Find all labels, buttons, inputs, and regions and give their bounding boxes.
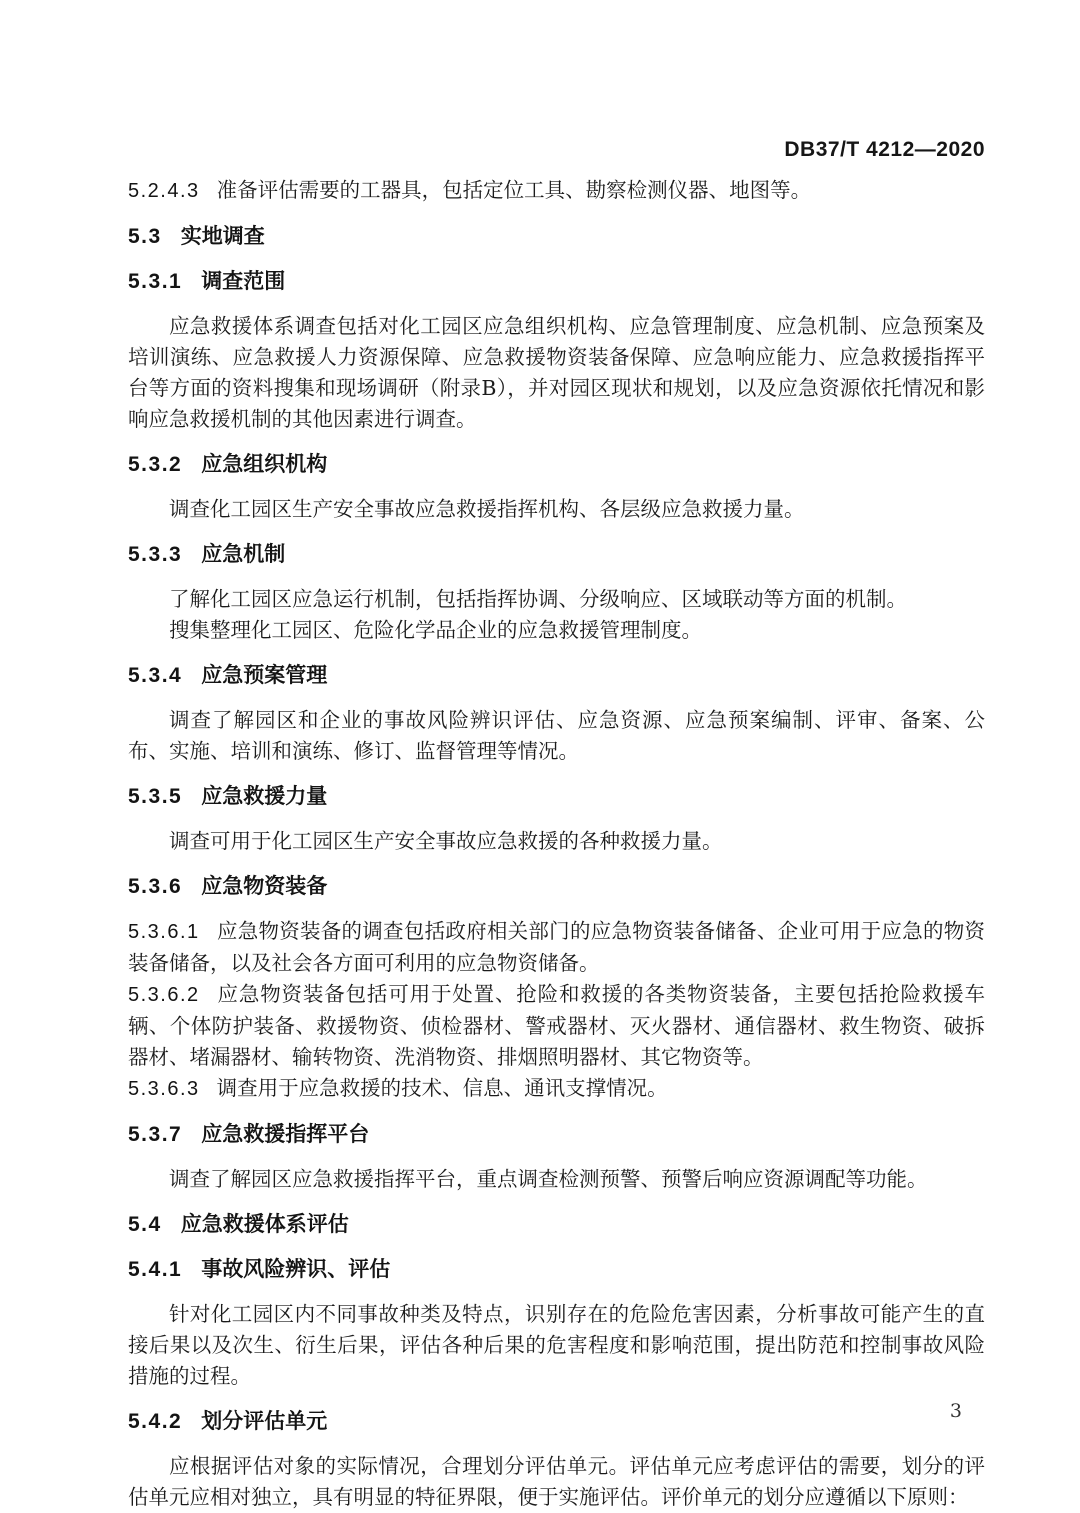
paragraph: 调查了解园区和企业的事故风险辨识评估、应急资源、应急预案编制、评审、备案、公布、实施、培训和演练、修订、监督管理等情况。 <box>128 708 985 763</box>
clause-number: 5.3.6.2 <box>128 984 200 1006</box>
heading-number: 5.4.2 <box>128 1410 183 1433</box>
heading-5-3-1 <box>128 266 985 297</box>
heading-title: 划分评估单元 <box>201 1410 328 1433</box>
paragraph: 调查化工园区生产安全事故应急救援指挥机构、各层级应急救援力量。 <box>169 497 805 521</box>
heading-5-4-1 <box>128 1254 985 1285</box>
heading-title: 应急组织机构 <box>201 453 328 476</box>
paragraph: 应急救援体系调查包括对化工园区应急组织机构、应急管理制度、应急机制、应急预案及培训演练、应急救援人力资源保障、应急救援物资装备保障、应急响应能力、应急救援指挥平台等方面的资料搜集和现场调研（附录B），并对园区现状和规划，以及应急资源依托情况和影响应急救援机制的其他因素进行调查。 <box>128 314 985 431</box>
clause-text: 准备评估需要的工器具，包括定位工具、勘察检测仪器、地图等。 <box>216 178 812 202</box>
heading-title: 应急预案管理 <box>201 664 328 687</box>
heading-5-3-6 <box>128 871 985 902</box>
paragraph: 搜集整理化工园区、危险化学品企业的应急救援管理制度。 <box>169 618 702 642</box>
heading-number: 5.3.4 <box>128 664 183 687</box>
heading-number: 5.3.1 <box>128 270 183 293</box>
heading-number: 5.4 <box>128 1213 162 1236</box>
heading-5-4 <box>128 1209 985 1240</box>
heading-5-3-2 <box>128 449 985 480</box>
standard-code-header: DB37/T 4212—2020 <box>784 138 985 161</box>
paragraph: 调查了解园区应急救援指挥平台，重点调查检测预警、预警后响应资源调配等功能。 <box>169 1167 928 1191</box>
clause-number: 5.3.6.1 <box>128 921 200 943</box>
heading-5-3 <box>128 221 985 252</box>
clause-text: 应急物资装备的调查包括政府相关部门的应急物资装备储备、企业可用于应急的物资装备储备，以及社会各方面可利用的应急物资储备。 <box>128 919 985 975</box>
clause-5-2-4-3 <box>128 175 985 207</box>
heading-number: 5.3.7 <box>128 1123 183 1146</box>
heading-number: 5.4.1 <box>128 1258 183 1281</box>
heading-title: 应急救援力量 <box>201 785 328 808</box>
heading-number: 5.3.6 <box>128 875 183 898</box>
clause-number: 5.2.4.3 <box>128 180 200 202</box>
heading-number: 5.3.2 <box>128 453 183 476</box>
paragraph: 针对化工园区内不同事故种类及特点，识别存在的危险危害因素，分析事故可能产生的直接后果以及次生、衍生后果，评估各种后果的危害程度和影响范围，提出防范和控制事故风险措施的过程。 <box>128 1302 985 1388</box>
clause-5-3-6-3 <box>128 1073 985 1105</box>
heading-5-3-4 <box>128 660 985 691</box>
clause-text: 应急物资装备包括可用于处置、抢险和救援的各类物资装备，主要包括抢险救援车辆、个体防护装备、救援物资、侦检器材、警戒器材、灭火器材、通信器材、救生物资、破拆器材、堵漏器材、输转物资、洗消物资、排烟照明器材、其它物资等。 <box>128 982 985 1069</box>
heading-title: 调查范围 <box>201 270 286 293</box>
heading-number: 5.3.5 <box>128 785 183 808</box>
clause-5-3-6-2 <box>128 979 985 1073</box>
paragraph: 应根据评估对象的实际情况，合理划分评估单元。评估单元应考虑评估的需要，划分的评估单元应相对独立，具有明显的特征界限，便于实施评估。评价单元的划分应遵循以下原则： <box>128 1454 985 1509</box>
heading-title: 实地调查 <box>180 225 265 248</box>
heading-5-4-2 <box>128 1406 985 1437</box>
heading-title: 事故风险辨识、评估 <box>201 1258 391 1281</box>
heading-5-3-7 <box>128 1119 985 1150</box>
clause-text: 调查用于应急救援的技术、信息、通讯支撑情况。 <box>216 1076 668 1100</box>
heading-title: 应急救援指挥平台 <box>201 1123 370 1146</box>
page-number: 3 <box>949 1400 962 1422</box>
paragraph: 调查可用于化工园区生产安全事故应急救援的各种救援力量。 <box>169 829 723 853</box>
clause-5-3-6-1 <box>128 916 985 979</box>
heading-title: 应急机制 <box>201 543 286 566</box>
heading-title: 应急救援体系评估 <box>180 1213 349 1236</box>
paragraph: 了解化工园区应急运行机制，包括指挥协调、分级响应、区域联动等方面的机制。 <box>169 587 907 611</box>
heading-5-3-5 <box>128 781 985 812</box>
clause-number: 5.3.6.3 <box>128 1078 200 1100</box>
heading-number: 5.3 <box>128 225 162 248</box>
document-content <box>128 175 985 1513</box>
heading-title: 应急物资装备 <box>201 875 328 898</box>
heading-5-3-3 <box>128 539 985 570</box>
heading-number: 5.3.3 <box>128 543 183 566</box>
